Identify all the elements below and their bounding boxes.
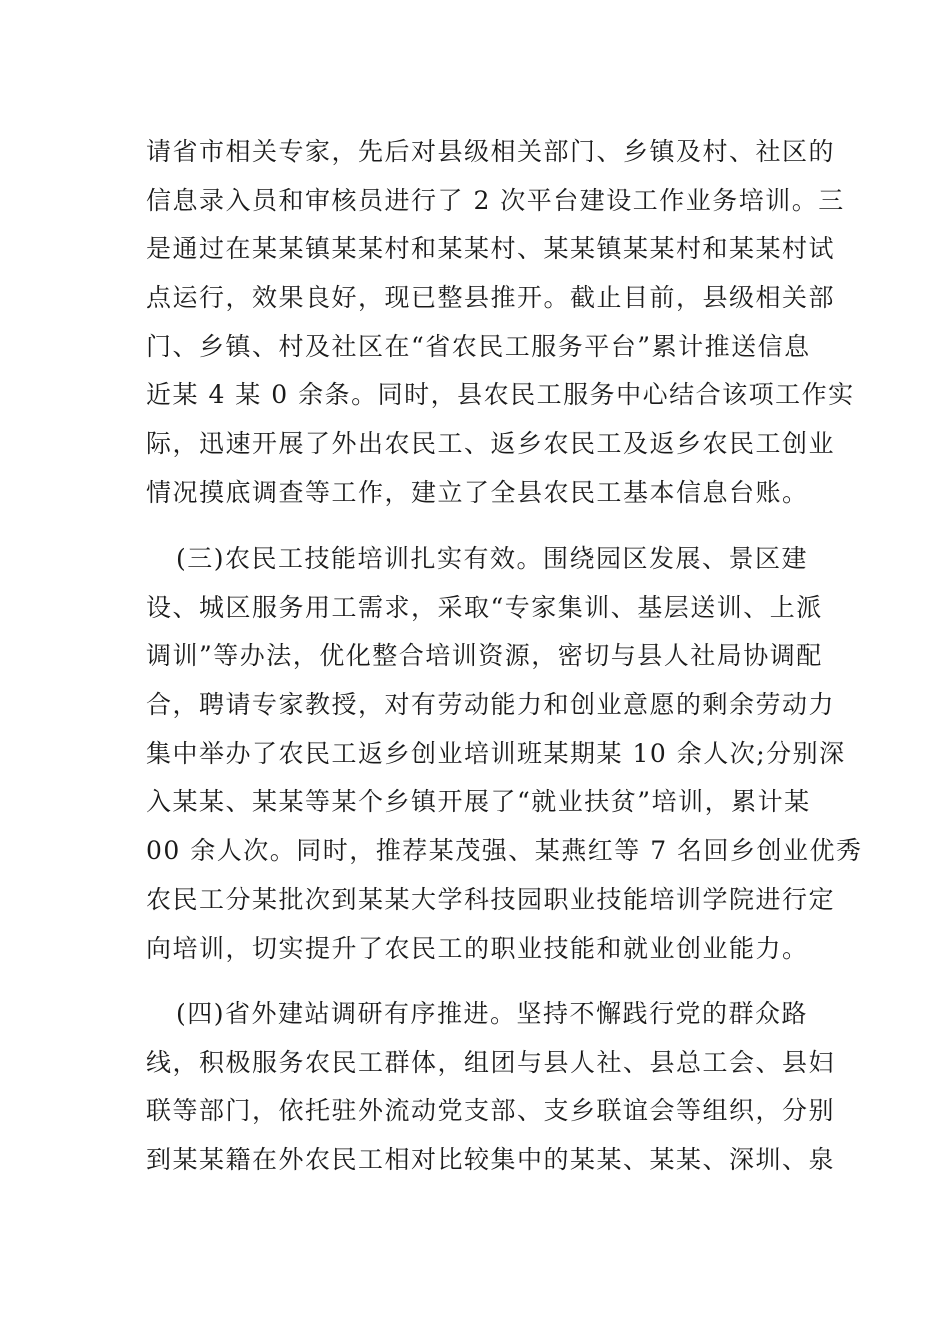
text-line: 际，迅速开展了外出农民工、返乡农民工及返乡农民工创业 <box>146 429 836 459</box>
text-line: 设、城区服务用工需求，采取“专家集训、基层送训、上派 <box>146 592 823 622</box>
text-line: 是通过在某某镇某某村和某某村、某某镇某某村和某某村试 <box>146 234 836 264</box>
paragraph-skills-training <box>146 535 863 973</box>
text-line: 点运行，效果良好，现已整县推开。截止目前，县级相关部 <box>146 283 836 313</box>
text-line: 集中举办了农民工返乡创业培训班某期某 10 余人次;分别深 <box>146 738 846 768</box>
text-line: 联等部门，依托驻外流动党支部、支乡联谊会等组织，分别 <box>146 1096 836 1126</box>
text-line: 合，聘请专家教授，对有劳动能力和创业意愿的剩余劳动力 <box>146 690 836 720</box>
text-line: 调训”等办法，优化整合培训资源，密切与县人社局协调配 <box>146 641 823 671</box>
text-line: 请省市相关专家，先后对县级相关部门、乡镇及村、社区的 <box>146 137 836 166</box>
text-line: 向培训，切实提升了农民工的职业技能和就业创业能力。 <box>146 933 809 963</box>
paragraph-outside-stations <box>146 990 836 1185</box>
text-line: 入某某、某某等某个乡镇开展了“就业扶贫”培训，累计某 <box>146 787 811 817</box>
text-line: (三)农民工技能培训扎实有效。围绕园区发展、景区建 <box>176 544 809 573</box>
text-line: 00 余人次。同时，推荐某茂强、某燕红等 7 名回乡创业优秀 <box>146 836 863 866</box>
text-line: 信息录入员和审核员进行了 2 次平台建设工作业务培训。三 <box>146 185 845 215</box>
text-line: 近某 4 某 0 余条。同时，县农民工服务中心结合该项工作实 <box>146 380 855 410</box>
text-line: 门、乡镇、村及社区在“省农民工服务平台”累计推送信息 <box>146 331 811 361</box>
text-line: 农民工分某批次到某某大学科技园职业技能培训学院进行定 <box>146 884 836 914</box>
paragraph-platform-training <box>146 128 855 518</box>
text-line: 到某某籍在外农民工相对比较集中的某某、某某、深圳、泉 <box>146 1145 836 1175</box>
text-line: (四)省外建站调研有序推进。坚持不懈践行党的群众路 <box>176 999 809 1028</box>
text-line: 情况摸底调查等工作，建立了全县农民工基本信息台账。 <box>146 477 809 507</box>
text-line: 线，积极服务农民工群体，组团与县人社、县总工会、县妇 <box>146 1047 836 1077</box>
